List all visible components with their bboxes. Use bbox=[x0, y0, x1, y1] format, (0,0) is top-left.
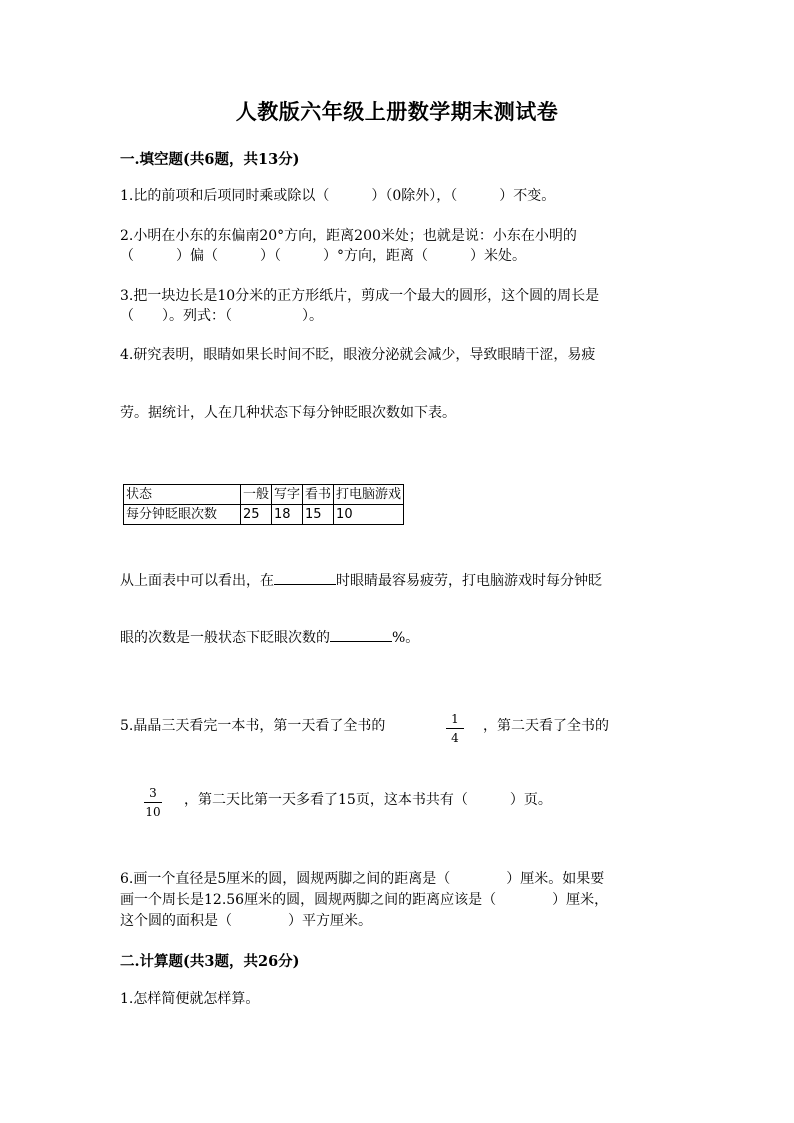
question-4-line-1: 4.研究表明，眼睛如果长时间不眨，眼液分泌就会减少，导致眼睛干涩，易疲 bbox=[120, 347, 596, 363]
question-4-line-3-text-b: 时眼睛最容易疲劳，打电脑游戏时每分钟眨 bbox=[336, 573, 602, 589]
section-calculation-heading: 二.计算题(共3题，共26分) bbox=[120, 953, 300, 970]
question-4-line-4-text-b: %。 bbox=[392, 630, 420, 646]
table-header-cell: 写字 bbox=[272, 485, 303, 505]
question-4-line-4-text-a: 眼的次数是一般状态下眨眼次数的 bbox=[120, 630, 330, 646]
fraction-bar bbox=[144, 802, 162, 803]
fraction-numerator: 3 bbox=[149, 786, 157, 800]
question-1-line-1: 1.比的前项和后项同时乘或除以（ ）（0除外），（ ）不变。 bbox=[120, 188, 556, 204]
question-3-line-1: 3.把一块边长是10分米的正方形纸片，剪成一个最大的圆形，这个圆的周长是 bbox=[120, 288, 600, 304]
table-cell: 15 bbox=[303, 505, 334, 525]
exam-title: 人教版六年级上册数学期末测试卷 bbox=[235, 99, 559, 124]
question-5-line-2: ，第二天比第一天多看了15页，这本书共有（ ）页。 bbox=[184, 792, 552, 808]
table-cell: 25 bbox=[241, 505, 272, 525]
answer-blank bbox=[274, 570, 336, 585]
table-row bbox=[124, 505, 404, 525]
table-cell: 18 bbox=[272, 505, 303, 525]
table-row bbox=[124, 485, 404, 505]
question-4-line-4 bbox=[120, 627, 419, 648]
fraction-three-tenths bbox=[141, 786, 165, 819]
answer-blank bbox=[330, 627, 392, 642]
table-cell: 每分钟眨眼次数 bbox=[124, 505, 241, 525]
question-3-line-2: （ ）。列式：（ ）。 bbox=[120, 308, 323, 324]
question-6-line-2: 画一个周长是12.56厘米的圆，圆规两脚之间的距离应该是（ ）厘米， bbox=[120, 892, 609, 908]
question-6-line-3: 这个圆的面积是（ ）平方厘米。 bbox=[120, 913, 372, 929]
table-header-cell: 一般 bbox=[241, 485, 272, 505]
question-5-line-1-text-a: 5.晶晶三天看完一本书，第一天看了全书的 bbox=[120, 718, 386, 734]
table-cell: 10 bbox=[334, 505, 404, 525]
table-header-cell: 状态 bbox=[124, 485, 241, 505]
fraction-bar bbox=[446, 728, 464, 729]
calculation-1-line-1: 1.怎样简便就怎样算。 bbox=[120, 991, 260, 1007]
question-2-line-1: 2.小明在小东的东偏南20°方向，距离200米处；也就是说：小东在小明的 bbox=[120, 228, 577, 244]
question-2-line-2: （ ）偏（ ）（ ）°方向，距离（ ）米处。 bbox=[120, 248, 526, 264]
fraction-denominator: 4 bbox=[451, 731, 459, 745]
table-header-cell: 看书 bbox=[303, 485, 334, 505]
section-fill-in-heading: 一.填空题(共6题，共13分) bbox=[120, 151, 300, 168]
question-6-line-1: 6.画一个直径是5厘米的圆，圆规两脚之间的距离是（ ）厘米。如果要 bbox=[120, 871, 605, 887]
table-header-cell: 打电脑游戏 bbox=[334, 485, 404, 505]
question-4-line-3-text-a: 从上面表中可以看出，在 bbox=[120, 573, 274, 589]
blink-rate-table bbox=[123, 484, 404, 525]
fraction-one-quarter bbox=[443, 712, 467, 745]
question-5-line-1-text-b: ，第二天看了全书的 bbox=[483, 718, 609, 734]
fraction-denominator: 10 bbox=[145, 805, 161, 819]
question-4-line-3 bbox=[120, 570, 602, 591]
fraction-numerator: 1 bbox=[451, 712, 459, 726]
question-4-line-2: 劳。据统计，人在几种状态下每分钟眨眼次数如下表。 bbox=[120, 405, 456, 421]
